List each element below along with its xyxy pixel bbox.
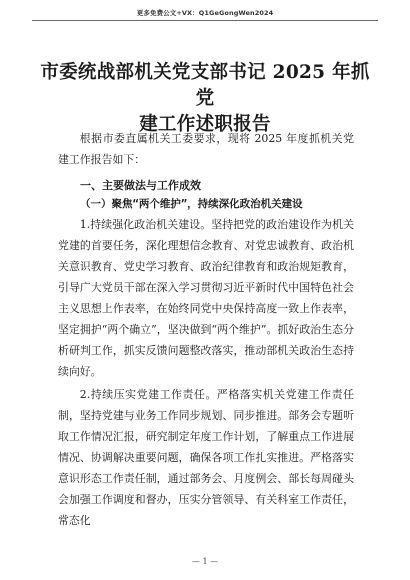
page-number: — 1 — [191,557,219,566]
section-heading-1: 一、主要做法与工作成效 [80,179,201,192]
header-rule [32,20,378,21]
subsection-heading-1: （一）聚焦“两个维护”，持续深化政治机关建设 [80,198,303,210]
title-line-1: 市委统战部机关党支部书记 2025 年抓党 [40,62,370,109]
intro-paragraph: 根据市委直属机关工委要求，现将 2025 年度抓机关党建工作报告如下： [58,132,354,166]
paragraph-2: 2.持续压实党建工作责任。严格落实机关党建工作责任制，坚持党建与业务工作同步规划、同步推进。部务会专题听取工作情况汇报，研究制定年度工作计划，了解重点工作进展情况、协调解决重要问题，确保各项工作扎实推进。严格落实意识形态工作责任制，通过部务会、月度例会、部长每周碰头会加强工作调度和督办，压实分管领导、有关科室工作责任，常态化 [58,388,354,527]
header-watermark: 更多免费公文+VX：Q1GeGongWen2024 [136,9,274,17]
document-title [40,60,370,138]
paragraph-1: 1.持续强化政治机关建设。坚持把党的政治建设作为机关党建的首要任务，深化理想信念教育、对党忠诚教育、政治机关意识教育、党史学习教育、政治纪律教育和政治规矩教育，引导广大党员干部在深入学习贯彻习近平新时代中国特色社会主义思想上作表率，在始终同党中央保持高度一致上作表率，坚定拥护“两个确立”，坚决做到“两个维护”。抓好政治生态分析研判工作，抓实反馈问题整改落实，推动部机关政治生态持续向好。 [58,218,354,378]
title-line-2: 建工作述职报告 [139,114,271,135]
